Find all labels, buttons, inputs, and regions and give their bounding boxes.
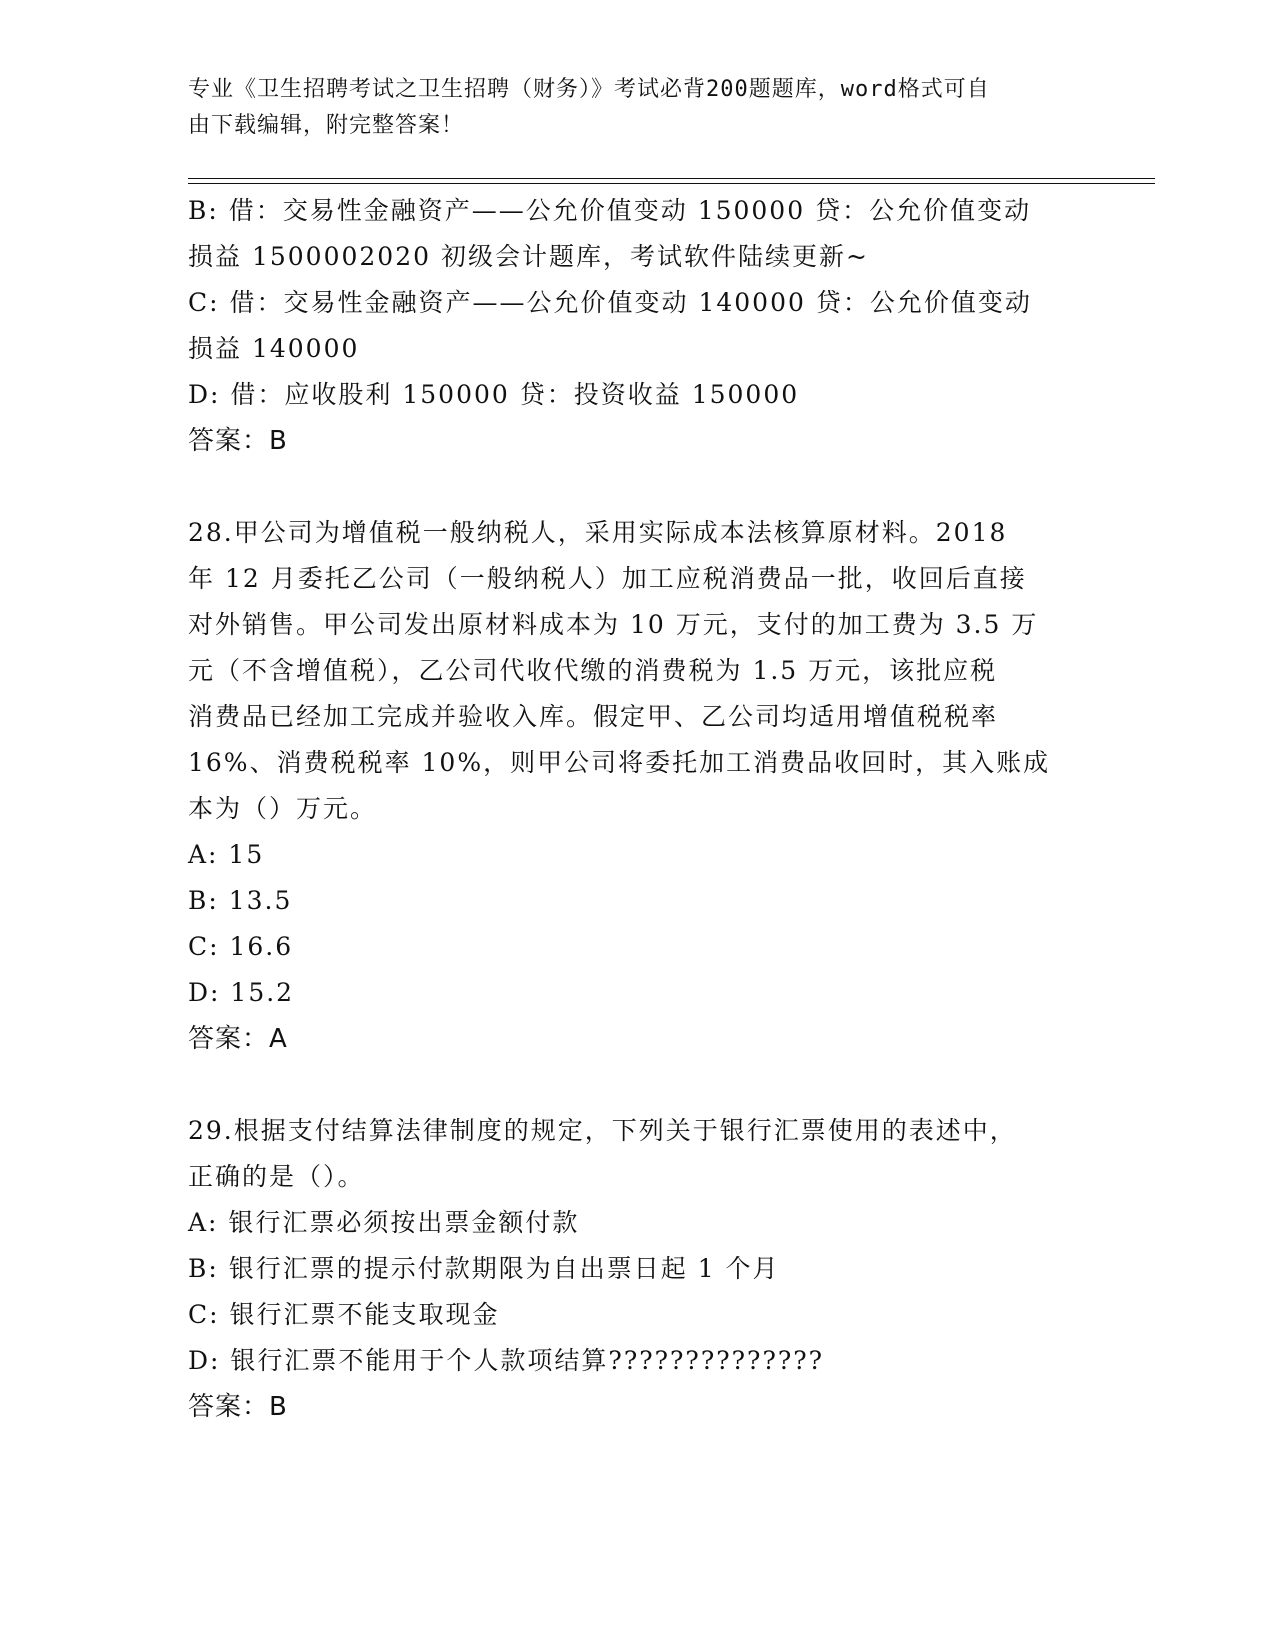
header-rule-bottom — [188, 183, 1155, 184]
option-d: D: 银行汇票不能用于个人款项结算?????????????? — [188, 1346, 825, 1375]
option-a: A: 银行汇票必须按出票金额付款 — [188, 1208, 580, 1237]
document-body — [188, 188, 1088, 1430]
question-stem-line: 消费品已经加工完成并验收入库。假定甲、乙公司均适用增值税税率 — [188, 702, 999, 731]
question-stem-line: 28.甲公司为增值税一般纳税人，采用实际成本法核算原材料。2018 — [188, 518, 1008, 547]
option-b: B: 银行汇票的提示付款期限为自出票日起 1 个月 — [188, 1254, 780, 1283]
header-line-2: 由下载编辑，附完整答案！ — [188, 113, 465, 138]
option-a: A: 15 — [188, 840, 265, 869]
option-c-line-1: C: 借：交易性金融资产——公允价值变动 140000 贷：公允价值变动 — [188, 288, 1032, 317]
option-b: B: 13.5 — [188, 886, 293, 915]
header-rule-top — [188, 178, 1155, 179]
answer-label: 答案：A — [188, 1024, 288, 1054]
question-stem-line: 元（不含增值税），乙公司代收代缴的消费税为 1.5 万元，该批应税 — [188, 656, 998, 685]
question-stem-line: 本为（）万元。 — [188, 794, 378, 823]
question-stem-line: 16%、消费税税率 10%，则甲公司将委托加工消费品收回时，其入账成 — [188, 748, 1051, 777]
option-c: C: 16.6 — [188, 932, 294, 961]
spacer — [188, 464, 1088, 510]
spacer — [188, 1062, 1088, 1108]
option-b-line-2: 损益 1500002020 初级会计题库，考试软件陆续更新~ — [188, 242, 869, 271]
question-27 — [188, 188, 1088, 464]
option-d: D: 15.2 — [188, 978, 295, 1007]
question-stem-line: 年 12 月委托乙公司（一般纳税人）加工应税消费品一批，收回后直接 — [188, 564, 1027, 593]
answer-label: 答案：B — [188, 1392, 288, 1422]
option-d: D: 借：应收股利 150000 贷：投资收益 150000 — [188, 380, 800, 409]
option-b-line-1: B: 借：交易性金融资产——公允价值变动 150000 贷：公允价值变动 — [188, 196, 1032, 225]
question-stem-line: 对外销售。甲公司发出原材料成本为 10 万元，支付的加工费为 3.5 万 — [188, 610, 1039, 639]
option-c-line-2: 损益 140000 — [188, 334, 360, 363]
option-c: C: 银行汇票不能支取现金 — [188, 1300, 500, 1329]
answer-label: 答案：B — [188, 426, 288, 456]
question-28 — [188, 510, 1088, 1062]
header-line-1: 专业《卫生招聘考试之卫生招聘（财务）》考试必背200题题库，word格式可自 — [188, 77, 990, 102]
question-stem-line: 29.根据支付结算法律制度的规定，下列关于银行汇票使用的表述中， — [188, 1116, 1017, 1145]
question-stem-line: 正确的是（）。 — [188, 1162, 365, 1191]
document-header — [188, 72, 1068, 144]
question-29 — [188, 1108, 1088, 1430]
